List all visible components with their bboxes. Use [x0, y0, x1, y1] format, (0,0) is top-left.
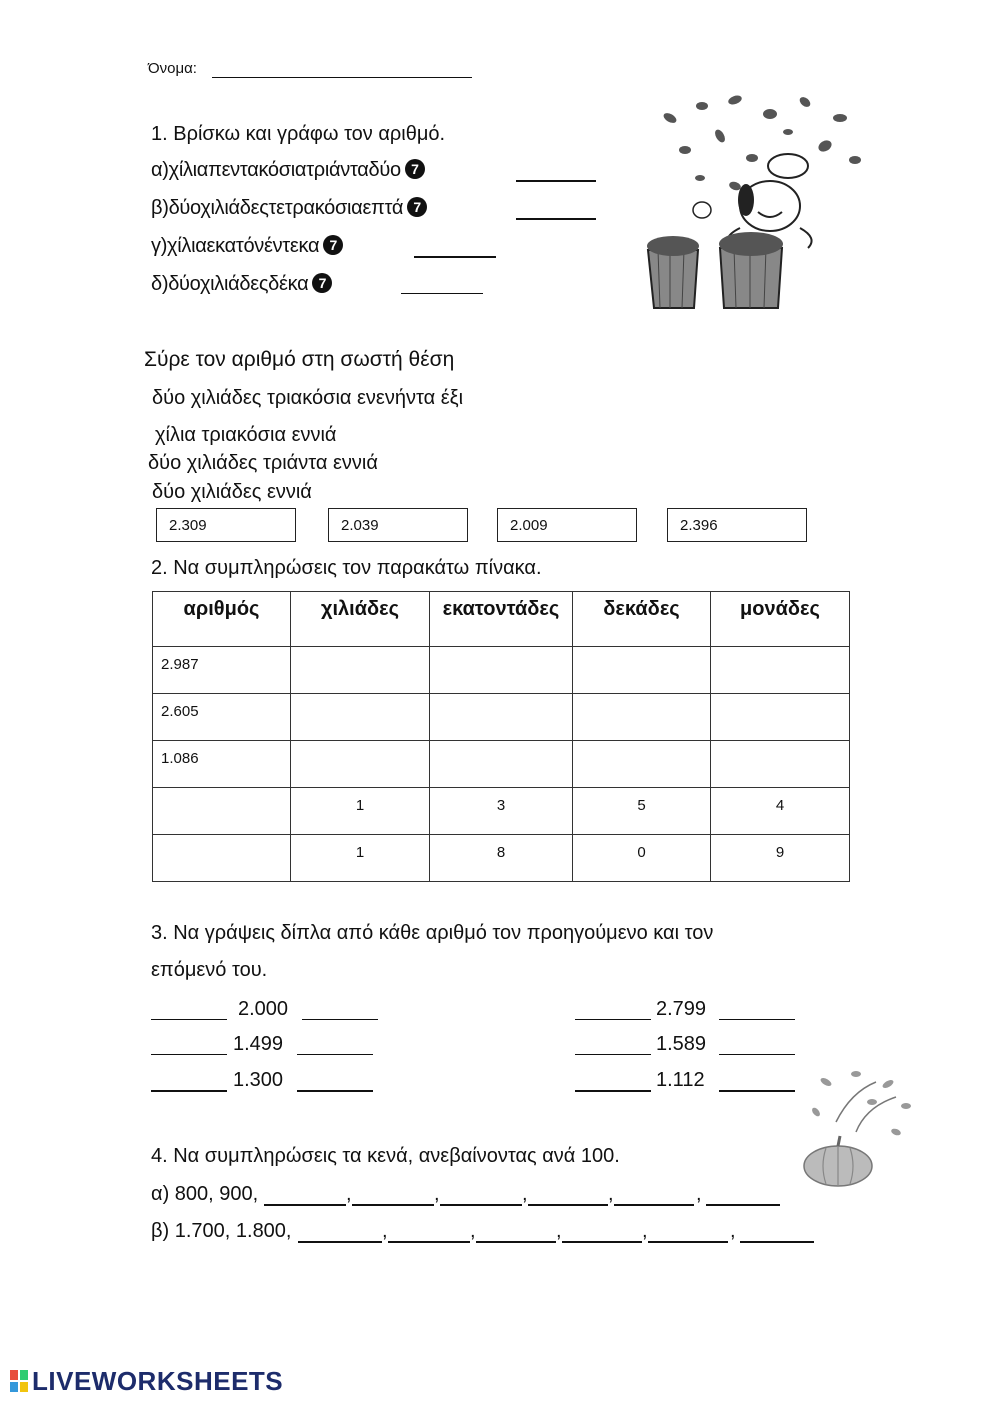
ex4-row-b-blank[interactable] — [648, 1241, 728, 1243]
ex4-separator: , — [696, 1183, 702, 1205]
ex1-item-c — [151, 235, 343, 258]
table-input-cell[interactable] — [430, 647, 573, 694]
ex4-row-b-start: β) 1.700, 1.800, — [151, 1220, 292, 1242]
column-header: χιλιάδες — [291, 592, 430, 647]
table-input-cell[interactable] — [291, 741, 430, 788]
number-badge-icon: 7 — [323, 235, 343, 255]
number-badge-icon: 7 — [405, 159, 425, 179]
table-cell: 8 — [430, 835, 573, 882]
drag-number-box[interactable]: 2.009 — [497, 508, 637, 542]
ex4-separator: , — [608, 1183, 614, 1205]
place-value-table — [152, 591, 850, 882]
table-cell: 2.987 — [153, 647, 291, 694]
ex3-number: 1.112 — [656, 1069, 705, 1091]
table-input-cell[interactable] — [573, 647, 711, 694]
ex1-item-b — [151, 197, 427, 220]
table-input-cell[interactable] — [573, 694, 711, 741]
ex3-number: 1.499 — [233, 1033, 284, 1055]
ex3-next-blank[interactable] — [719, 1054, 795, 1055]
ex3-number: 1.300 — [233, 1069, 284, 1091]
table-cell: 3 — [430, 788, 573, 835]
exercise-2-title: 2. Να συμπληρώσεις τον παρακάτω πίνακα. — [151, 557, 542, 579]
ex4-row-a-blank[interactable] — [264, 1204, 346, 1206]
ex3-number: 1.589 — [656, 1033, 707, 1055]
table-row — [153, 741, 850, 788]
table-input-cell[interactable] — [711, 694, 850, 741]
table-input-cell[interactable] — [291, 694, 430, 741]
ex3-prev-blank[interactable] — [575, 1054, 651, 1055]
ex3-number: 2.799 — [656, 998, 707, 1020]
ex1-answer-d[interactable] — [401, 293, 483, 294]
column-header: μονάδες — [711, 592, 850, 647]
ex3-prev-blank[interactable] — [151, 1090, 227, 1092]
exercise-4-title: 4. Να συμπληρώσεις τα κενά, ανεβαίνοντας ανά 100. — [151, 1145, 620, 1167]
column-header: εκατοντάδες — [430, 592, 573, 647]
drag-number-box[interactable]: 2.039 — [328, 508, 468, 542]
ex3-prev-blank[interactable] — [151, 1054, 227, 1055]
table-cell: 1 — [291, 835, 430, 882]
ex3-next-blank[interactable] — [719, 1090, 795, 1092]
ex3-prev-blank[interactable] — [575, 1019, 651, 1020]
table-input-cell[interactable] — [153, 835, 291, 882]
ex3-prev-blank[interactable] — [575, 1090, 651, 1092]
ex3-next-blank[interactable] — [719, 1019, 795, 1020]
drag-phrase-2: χίλια τριακόσια εννιά — [155, 424, 337, 446]
exercise-3-title-line1: 3. Να γράψεις δίπλα από κάθε αριθμό τον προηγούμενο και τον — [151, 922, 714, 944]
ex3-prev-blank[interactable] — [151, 1019, 227, 1020]
table-cell: 4 — [711, 788, 850, 835]
number-badge-icon: 7 — [407, 197, 427, 217]
table-cell: 1.086 — [153, 741, 291, 788]
snoopy-leaves-illustration — [640, 88, 890, 318]
ex1-answer-a[interactable] — [516, 180, 596, 182]
ex4-row-b-blank[interactable] — [740, 1241, 814, 1243]
ex4-row-a-blank[interactable] — [440, 1204, 522, 1206]
ex4-row-a-blank[interactable] — [528, 1204, 608, 1206]
ex1-item-d — [151, 273, 332, 296]
table-cell: 2.605 — [153, 694, 291, 741]
ex4-row-a-start: α) 800, 900, — [151, 1183, 259, 1205]
drag-number-box[interactable]: 2.309 — [156, 508, 296, 542]
ex1-item-d-label: δ)δύοχιλιάδεςδέκα — [151, 273, 309, 295]
drag-phrase-3: δύο χιλιάδες τριάντα εννιά — [148, 452, 378, 474]
ex4-row-b-blank[interactable] — [388, 1241, 470, 1243]
logo-text: LIVEWORKSHEETS — [32, 1366, 284, 1396]
column-header: δεκάδες — [573, 592, 711, 647]
table-input-cell[interactable] — [711, 647, 850, 694]
ex3-next-blank[interactable] — [297, 1054, 373, 1055]
table-input-cell[interactable] — [430, 694, 573, 741]
drag-instruction: Σύρε τον αριθμό στη σωστή θέση — [144, 348, 455, 371]
ex4-row-b-blank[interactable] — [298, 1241, 382, 1243]
logo-blocks-icon — [10, 1370, 28, 1392]
ex4-separator: , — [522, 1183, 528, 1205]
ex4-row-b-blank[interactable] — [476, 1241, 556, 1243]
ex4-separator: , — [556, 1220, 562, 1242]
table-row — [153, 835, 850, 882]
ex4-separator: , — [730, 1220, 736, 1242]
number-badge-icon: 7 — [312, 273, 332, 293]
ex4-separator: , — [346, 1183, 352, 1205]
table-input-cell[interactable] — [291, 647, 430, 694]
drag-phrase-4: δύο χιλιάδες εννιά — [152, 481, 312, 503]
drag-number-box[interactable]: 2.396 — [667, 508, 807, 542]
ex4-row-a-blank[interactable] — [614, 1204, 694, 1206]
ex4-row-b-blank[interactable] — [562, 1241, 642, 1243]
ex1-item-c-label: γ)χίλιαεκατόνέντεκα — [151, 235, 320, 257]
table-input-cell[interactable] — [573, 741, 711, 788]
table-row — [153, 647, 850, 694]
ex3-next-blank[interactable] — [297, 1090, 373, 1092]
ex1-answer-b[interactable] — [516, 218, 596, 220]
table-cell: 9 — [711, 835, 850, 882]
ex3-number: 2.000 — [238, 998, 289, 1020]
table-cell: 5 — [573, 788, 711, 835]
ex1-item-b-label: β)δύοχιλιάδεςτετρακόσιαεπτά — [151, 197, 404, 219]
ex4-separator: , — [642, 1220, 648, 1242]
table-header-row — [153, 592, 850, 647]
pumpkin-illustration — [796, 1062, 926, 1192]
name-field[interactable] — [212, 77, 472, 78]
table-input-cell[interactable] — [430, 741, 573, 788]
ex1-item-a-label: α)χίλιαπεντακόσιατριάνταδύο — [151, 159, 401, 181]
liveworksheets-logo — [10, 1366, 283, 1397]
column-header: αριθμός — [153, 592, 291, 647]
ex4-separator: , — [382, 1220, 388, 1242]
table-row — [153, 788, 850, 835]
table-input-cell[interactable] — [153, 788, 291, 835]
ex4-separator: , — [470, 1220, 476, 1242]
ex4-row-a-blank[interactable] — [706, 1204, 780, 1206]
ex4-row-a-blank[interactable] — [352, 1204, 434, 1206]
ex1-answer-c[interactable] — [414, 256, 496, 258]
exercise-3-title-line2: επόμενό του. — [151, 959, 268, 981]
table-cell: 1 — [291, 788, 430, 835]
exercise-1-title: 1. Βρίσκω και γράφω τον αριθμό. — [151, 123, 446, 145]
table-input-cell[interactable] — [711, 741, 850, 788]
ex3-next-blank[interactable] — [302, 1019, 378, 1020]
ex1-item-a — [151, 159, 425, 182]
name-label: Όνομα: — [148, 60, 197, 77]
drag-phrase-1: δύο χιλιάδες τριακόσια ενενήντα έξι — [152, 387, 464, 409]
ex4-separator: , — [434, 1183, 440, 1205]
table-row — [153, 694, 850, 741]
table-cell: 0 — [573, 835, 711, 882]
